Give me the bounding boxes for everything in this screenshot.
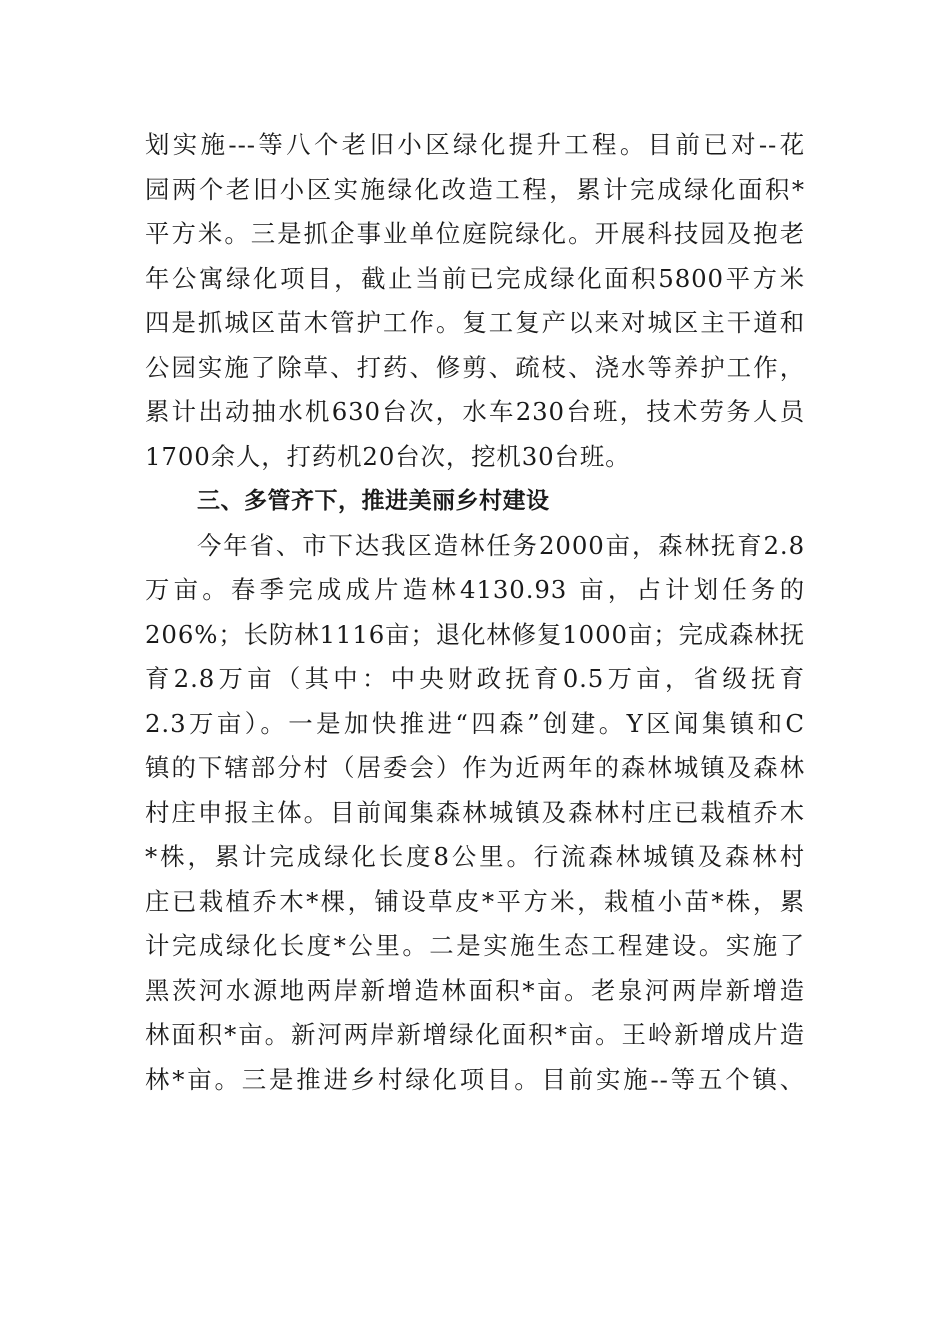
text-line: 计完成绿化长度*公里。二是实施生态工程建设。实施了: [145, 931, 805, 960]
text-line: 1700余人，打药机20台次，挖机30台班。: [145, 441, 631, 471]
text-line: 园两个老旧小区实施绿化改造工程，累计完成绿化面积*: [145, 174, 805, 204]
text-line: 年公寓绿化项目，截止当前已完成绿化面积5800平方米: [145, 263, 805, 293]
text-line: 育2.8万亩（其中：中央财政抚育0.5万亩，省级抚育: [145, 664, 805, 693]
paragraph-first-line: 今年省、市下达我区造林任务2000亩，森林抚育2.8: [197, 530, 805, 560]
text-line: 公园实施了除草、打药、修剪、疏枝、浇水等养护工作，: [145, 352, 805, 382]
text-line: 村庄申报主体。目前闻集森林城镇及森林村庄已栽植乔木: [145, 797, 805, 827]
text-line: 206%；长防林1116亩；退化林修复1000亩；完成森林抚: [145, 619, 805, 649]
text-line: 黑茨河水源地两岸新增造林面积*亩。老泉河两岸新增造: [145, 975, 805, 1005]
text-line: 四是抓城区苗木管护工作。复工复产以来对城区主干道和: [145, 308, 805, 337]
section-heading: 三、多管齐下，推进美丽乡村建设: [197, 488, 550, 514]
text-line: 累计出动抽水机630台次，水车230台班，技术劳务人员: [145, 397, 805, 426]
text-line: *株，累计完成绿化长度8公里。行流森林城镇及森林村: [145, 842, 805, 871]
text-line: 划实施---等八个老旧小区绿化提升工程。目前已对--花: [145, 130, 805, 159]
text-line: 林面积*亩。新河两岸新增绿化面积*亩。王岭新增成片造: [145, 1020, 805, 1049]
text-line: 万亩。春季完成成片造林4130.93 亩，占计划任务的: [145, 575, 805, 604]
document-body: [145, 130, 805, 1109]
text-line: 林*亩。三是推进乡村绿化项目。目前实施--等五个镇、: [145, 1064, 805, 1094]
text-line: 平方米。三是抓企事业单位庭院绿化。开展科技园及抱老: [145, 219, 805, 248]
text-line: 庄已栽植乔木*棵，铺设草皮*平方米，栽植小苗*株，累: [145, 886, 805, 916]
text-line: 镇的下辖部分村（居委会）作为近两年的森林城镇及森林: [145, 753, 805, 782]
text-line: 2.3万亩）。一是加快推进“四森”创建。Y区闻集镇和C: [145, 708, 805, 738]
